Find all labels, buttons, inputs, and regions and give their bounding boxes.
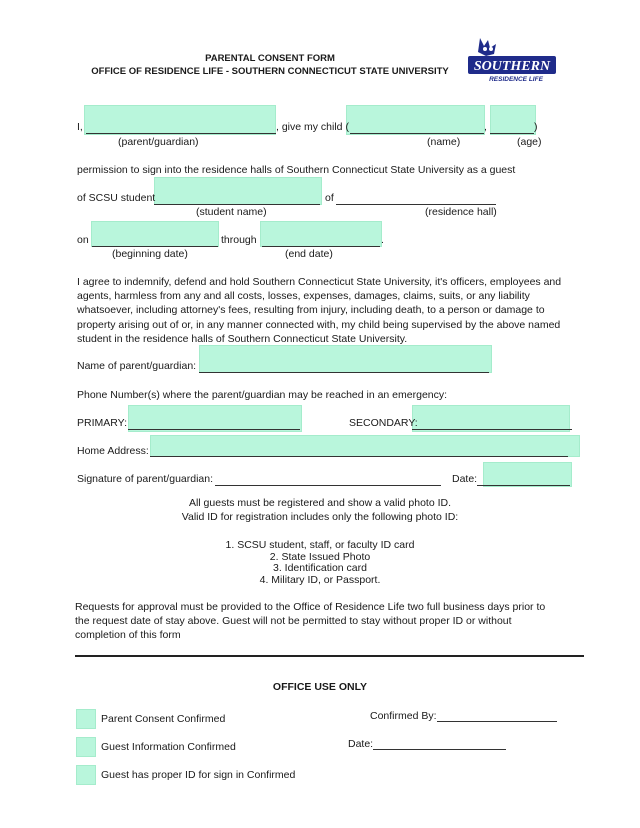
southern-residence-life-logo — [466, 34, 558, 84]
logo-tagline: RESIDENCE LIFE — [489, 76, 543, 83]
parent-guardian-field[interactable] — [84, 105, 276, 135]
signature-line[interactable] — [215, 485, 441, 486]
requests-line: completion of this form — [75, 629, 181, 642]
secondary-phone-field[interactable] — [412, 405, 570, 432]
signature-label: Signature of parent/guardian: — [77, 473, 214, 485]
confirmed-by-label: Confirmed By: — [370, 710, 437, 722]
caption-beginning-date: (beginning date) — [112, 248, 188, 260]
line4-through: through — [221, 234, 257, 246]
child-name-field[interactable] — [346, 105, 485, 135]
home-address-field[interactable] — [150, 435, 580, 457]
line1-prefix: I, — [77, 121, 83, 133]
home-address-label: Home Address: — [77, 445, 149, 457]
form-title: PARENTAL CONSENT FORM — [205, 53, 335, 64]
indemnify-line: I agree to indemnify, defend and hold Southern Connecticut State University, it's officers, employees and — [77, 276, 562, 288]
signature-date-field[interactable] — [483, 462, 572, 487]
owl-mascot-icon — [478, 38, 496, 56]
guest-info-checkbox[interactable] — [76, 737, 96, 757]
parent-consent-label: Parent Consent Confirmed — [101, 713, 226, 725]
form-subtitle: OFFICE OF RESIDENCE LIFE - SOUTHERN CONNECTICUT STATE UNIVERSITY — [91, 66, 449, 77]
guest-notice-line1: All guests must be registered and show a valid photo ID. — [188, 497, 452, 509]
guest-id-label: Guest has proper ID for sign in Confirmed — [101, 769, 296, 781]
parent-name-field[interactable] — [199, 345, 492, 373]
signature-date-label: Date: — [452, 473, 478, 485]
line1-comma: , — [484, 121, 487, 133]
primary-label: PRIMARY: — [77, 417, 127, 429]
child-age-field[interactable] — [490, 105, 536, 135]
line4-on: on — [77, 234, 89, 246]
office-date-label: Date: — [348, 738, 374, 750]
valid-id-item: 4. Military ID, or Passport. — [259, 573, 381, 586]
secondary-label: SECONDARY: — [349, 417, 418, 429]
requests-paragraph — [75, 600, 575, 643]
indemnify-line: student in the residence halls of Southern Connecticut State University. — [77, 332, 408, 345]
caption-end-date: (end date) — [285, 248, 333, 260]
logo-name: SOUTHERN — [473, 59, 551, 74]
requests-line: the request date of stay above. Guest will not be permitted to stay without proper ID or without — [75, 615, 512, 628]
office-date-line[interactable] — [373, 749, 506, 750]
parent-name-label: Name of parent/guardian: — [77, 360, 197, 372]
caption-residence-hall: (residence hall) — [425, 206, 497, 218]
guest-info-label: Guest Information Confirmed — [101, 741, 236, 753]
caption-age: (age) — [517, 136, 542, 148]
line3-of: of — [325, 192, 334, 204]
beginning-date-field[interactable] — [91, 221, 219, 247]
indemnify-line: property arising out of or, in any manner connected with, my child being supervised by the above named — [77, 318, 561, 331]
caption-student-name: (student name) — [196, 206, 267, 218]
primary-phone-field[interactable] — [128, 405, 302, 432]
caption-parent-guardian: (parent/guardian) — [118, 136, 199, 148]
phone-intro: Phone Number(s) where the parent/guardian may be reached in an emergency: — [77, 389, 448, 401]
valid-id-item: 2. State Issued Photo — [269, 550, 371, 563]
end-date-field[interactable] — [260, 221, 382, 247]
line1-middle: , give my child ( — [276, 121, 349, 133]
valid-id-item: 1. SCSU student, staff, or faculty ID card — [225, 539, 415, 551]
indemnify-paragraph — [77, 275, 577, 346]
student-name-field[interactable] — [154, 177, 322, 205]
section-divider — [75, 655, 584, 657]
guest-id-checkbox[interactable] — [76, 765, 96, 785]
caption-name: (name) — [427, 136, 461, 148]
office-use-title: OFFICE USE ONLY — [272, 681, 368, 693]
line3-prefix: of SCSU student — [77, 192, 156, 204]
guest-notice-line2: Valid ID for registration includes only the following photo ID: — [181, 511, 459, 523]
permission-text: permission to sign into the residence halls of Southern Connecticut State University as a guest — [77, 164, 516, 176]
indemnify-line: agents, harmless from any and all costs, losses, expenses, damages, claims, suits, or any liability — [77, 290, 530, 303]
valid-id-item: 3. Identification card — [273, 562, 367, 574]
valid-id-list — [170, 540, 470, 586]
line4-period: . — [381, 234, 384, 246]
parent-consent-checkbox[interactable] — [76, 709, 96, 729]
confirmed-by-line[interactable] — [437, 721, 557, 722]
line1-suffix: ) — [534, 121, 538, 133]
requests-line: Requests for approval must be provided to the Office of Residence Life two full business days prior to — [75, 601, 546, 613]
indemnify-line: whatsoever, including attorney's fees, resulting from injury, including death, to a person or damage to — [77, 304, 545, 317]
